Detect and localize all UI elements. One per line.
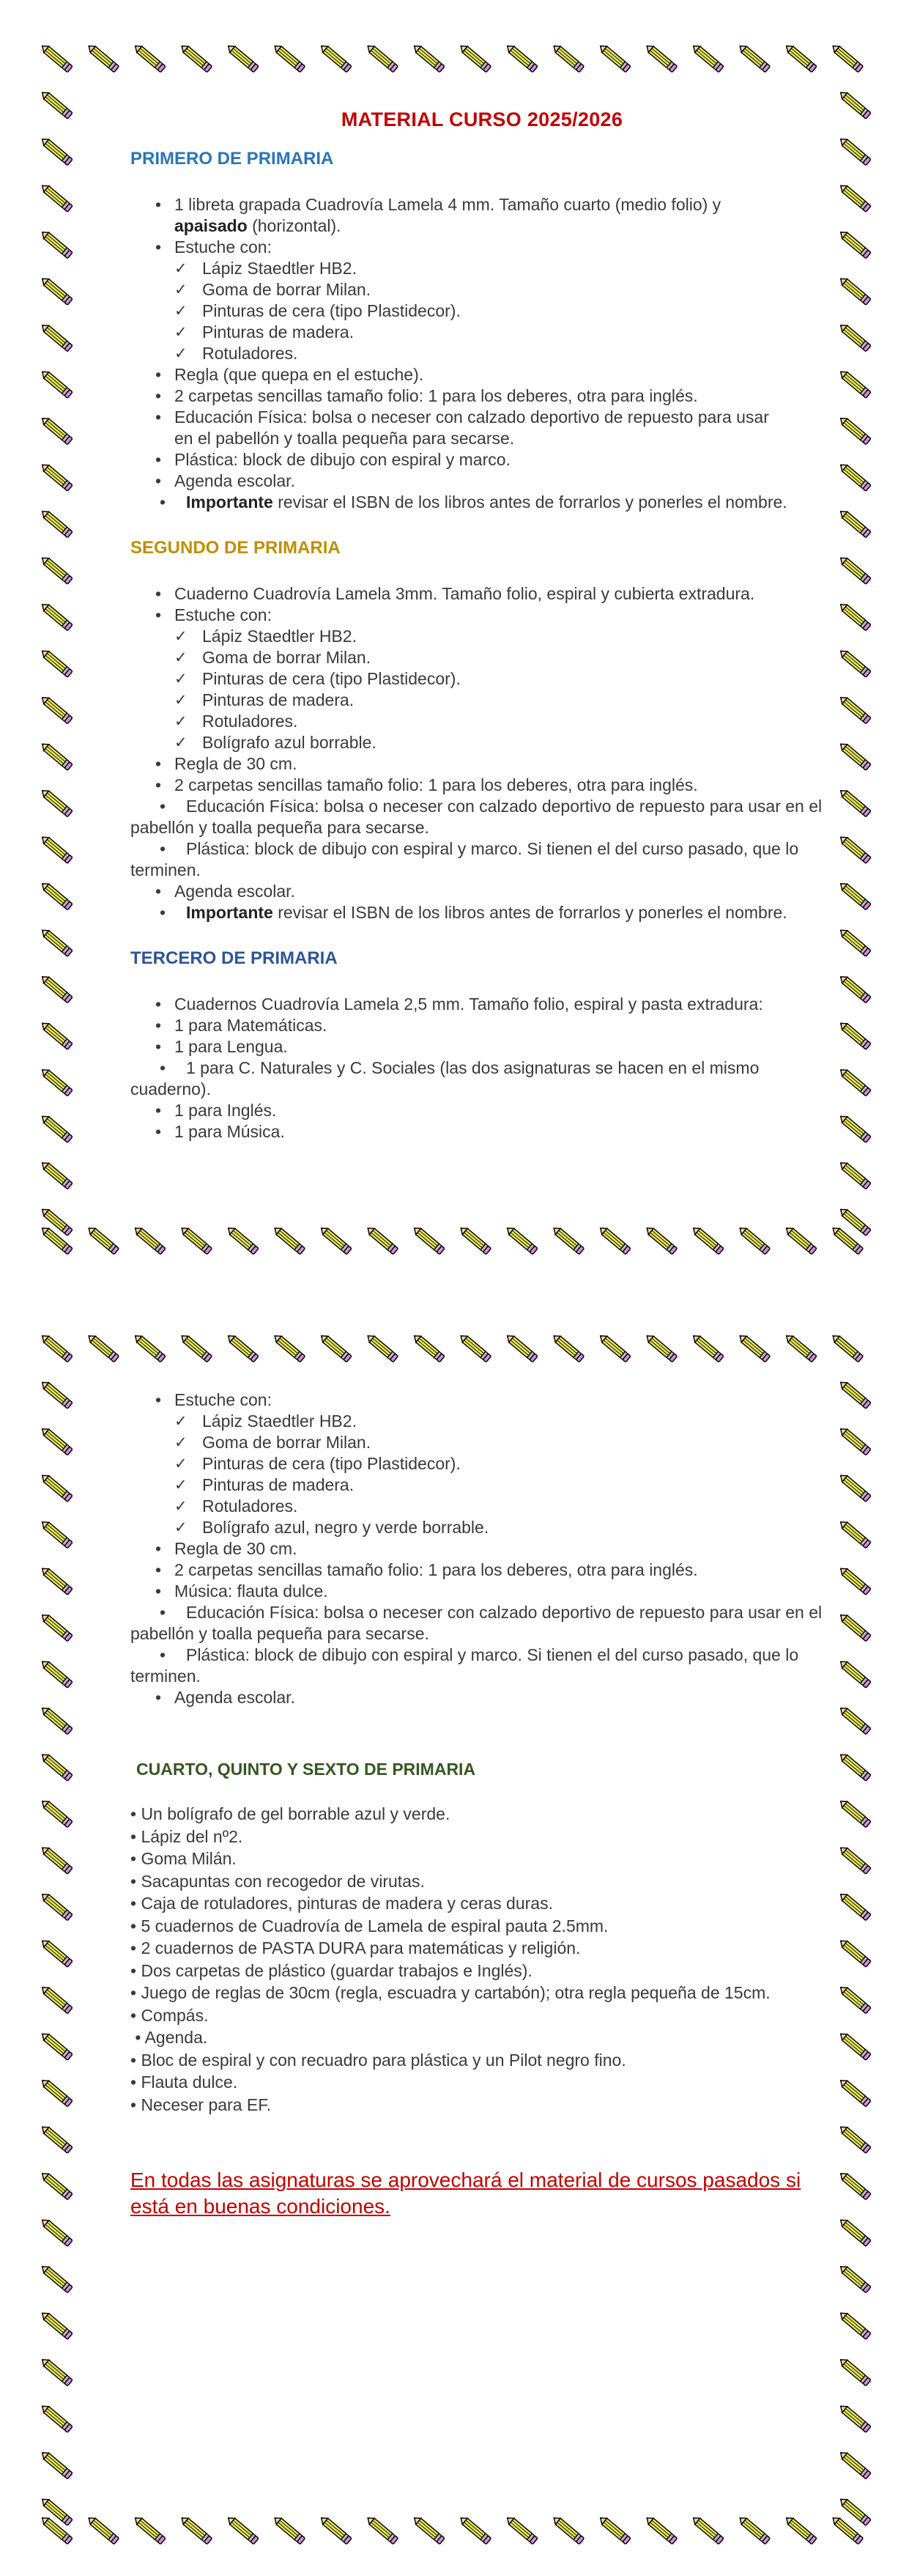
- list-item: [130, 449, 834, 470]
- pencil-icon: [598, 43, 631, 73]
- item-text: Agenda escolar.: [174, 471, 295, 490]
- pencil-icon: [40, 43, 73, 73]
- pencil-icon: [412, 2515, 445, 2544]
- pencil-icon: [40, 881, 73, 910]
- list-item: [130, 194, 834, 237]
- list-tercero: [130, 994, 834, 1143]
- list-item: [130, 1602, 834, 1645]
- pencil-icon: [838, 2078, 871, 2107]
- pencil-icon: [738, 2515, 771, 2544]
- pencil-icon: [784, 2515, 817, 2544]
- list-item: [130, 1015, 834, 1036]
- pencil-icon: [691, 1333, 724, 1362]
- item-text: Educación Física: bolsa o neceser con calzado deportivo de repuesto para usar: [174, 407, 769, 427]
- item-text: Estuche con:: [174, 605, 272, 624]
- item-text: Plástica: block de dibujo con espiral y marco.: [174, 450, 511, 469]
- pencil-icon: [40, 1612, 73, 1642]
- pencil-icon: [40, 2124, 73, 2153]
- document-page-1: [0, 22, 909, 1283]
- pencil-icon: [838, 2450, 871, 2479]
- item-text: Agenda escolar.: [174, 882, 295, 901]
- check-item: ✓ Pinturas de madera.: [174, 322, 834, 343]
- pencil-icon: [40, 2217, 73, 2246]
- pencil-icon: [691, 43, 724, 73]
- pencil-icon: [838, 834, 871, 863]
- pencil-icon: [133, 1225, 166, 1255]
- pencil-icon: [40, 2515, 73, 2544]
- list-item: [130, 1100, 834, 1121]
- pencil-icon: [838, 1206, 871, 1236]
- pencil-icon: [40, 1067, 73, 1096]
- pencil-icon: [784, 43, 817, 73]
- pencil-icon: [598, 2515, 631, 2544]
- item-text: en el pabellón y toalla pequeña para secarse.: [174, 429, 515, 448]
- pencil-icon: [838, 2264, 871, 2293]
- pencil-icon: [40, 2403, 73, 2432]
- item-text: 1 para Lengua.: [174, 1037, 288, 1056]
- pencil-icon: [133, 2515, 166, 2544]
- pencil-icon: [838, 2171, 871, 2200]
- list-item: • 2 cuadernos de PASTA DURA para matemáticas y religión.: [130, 1938, 581, 1957]
- pencil-icon: [272, 1333, 305, 1362]
- list-item: [130, 881, 834, 902]
- pencil-icon: [226, 1225, 259, 1255]
- pencil-icon: [738, 1225, 771, 1255]
- heading-cuarto-quinto-sexto: CUARTO, QUINTO Y SEXTO DE PRIMARIA: [136, 1760, 476, 1779]
- pencil-icon: [40, 1798, 73, 1828]
- pencil-icon: [40, 1379, 73, 1409]
- pencil-icon: [40, 89, 73, 119]
- pencil-icon: [838, 2124, 871, 2153]
- pencil-icon: [272, 43, 305, 73]
- pencil-icon: [179, 2515, 212, 2544]
- pencil-icon: [838, 89, 871, 119]
- pencil-icon: [40, 1160, 73, 1189]
- pencil-icon: [838, 1160, 871, 1189]
- pencil-icon: [838, 2496, 871, 2525]
- pencil-icon: [40, 927, 73, 956]
- pencil-icon: [838, 648, 871, 677]
- pencil-icon: [838, 1565, 871, 1595]
- pencil-icon: [459, 1225, 491, 1255]
- item-text: Cuaderno Cuadrovía Lamela 3mm. Tamaño folio, espiral y cubierta extradura.: [174, 584, 755, 603]
- pencil-icon: [40, 834, 73, 863]
- list-item: [130, 1581, 834, 1602]
- item-text: Plástica: block de dibujo con espiral y marco. Si tienen el del curso pasado, que lo terminen.: [130, 839, 799, 879]
- check-item: ✓ Bolígrafo azul borrable.: [174, 732, 834, 753]
- pencil-icon: [838, 1612, 871, 1642]
- pencil-icon: [40, 2450, 73, 2479]
- pencil-icon: [40, 182, 73, 212]
- list-item: • Juego de reglas de 30cm (regla, escuadra y cartabón); otra regla pequeña de 15cm.: [130, 1983, 771, 2002]
- pencil-icon: [40, 648, 73, 677]
- pencil-icon: [831, 1225, 864, 1255]
- pencil-icon: [412, 43, 445, 73]
- list-item: • Un bolígrafo de gel borrable azul y verde.: [130, 1804, 450, 1823]
- pencil-icon: [691, 2515, 724, 2544]
- list-item: [130, 364, 834, 385]
- pencil-icon: [831, 43, 864, 73]
- pencil-icon: [40, 2310, 73, 2339]
- pencil-icon: [179, 43, 212, 73]
- pencil-icon: [366, 43, 398, 73]
- pencil-icon: [40, 1225, 73, 1255]
- pencil-icon: [366, 1225, 398, 1255]
- pencil-icon: [40, 1938, 73, 1967]
- pencil-icon: [838, 276, 871, 305]
- document-title: MATERIAL CURSO 2025/2026: [341, 108, 623, 130]
- pencil-icon: [40, 602, 73, 631]
- list-item: • Flauta dulce.: [130, 2073, 238, 2092]
- check-list: [174, 258, 834, 364]
- list-item: • Goma Milán.: [130, 1849, 237, 1868]
- heading-segundo: SEGUNDO DE PRIMARIA: [130, 538, 341, 558]
- list-item: • Bloc de espiral y con recuadro para plástica y un Pilot negro fino.: [130, 2050, 626, 2070]
- pencil-icon: [838, 695, 871, 724]
- pencil-icon: [40, 369, 73, 398]
- pencil-icon: [838, 881, 871, 910]
- list-item: [130, 385, 834, 407]
- pencil-icon: [598, 1225, 631, 1255]
- check-list: [174, 626, 834, 753]
- list-item: [130, 902, 834, 923]
- pencil-icon: [272, 1225, 305, 1255]
- check-item: ✓ Goma de borrar Milan.: [174, 647, 834, 668]
- pencil-icon: [838, 2357, 871, 2386]
- pencil-icon: [838, 369, 871, 398]
- pencil-icon: [838, 1426, 871, 1455]
- pencil-icon: [179, 1333, 212, 1362]
- pencil-icon: [319, 2515, 352, 2544]
- pencil-icon: [838, 2403, 871, 2432]
- pencil-icon: [179, 1225, 212, 1255]
- check-item: ✓ Goma de borrar Milan.: [174, 279, 834, 300]
- check-item: ✓ Pinturas de cera (tipo Plastidecor).: [174, 300, 834, 322]
- pencil-icon: [838, 1938, 871, 1967]
- pencil-icon: [598, 1333, 631, 1362]
- pencil-icon: [40, 416, 73, 445]
- pencil-icon: [40, 229, 73, 259]
- pencil-icon: [838, 1020, 871, 1049]
- item-text: Educación Física: bolsa o neceser con calzado deportivo de repuesto para usar en el pabellón y toalla pequeña para secarse.: [130, 797, 823, 837]
- item-text: Cuadernos Cuadrovía Lamela 2,5 mm. Tamaño folio, espiral y pasta extradura:: [174, 994, 763, 1014]
- pencil-icon: [40, 1845, 73, 1874]
- pencil-icon: [40, 509, 73, 538]
- item-text: Regla de 30 cm.: [174, 754, 297, 773]
- pencil-icon: [40, 2031, 73, 2060]
- item-text: Estuche con:: [174, 237, 272, 257]
- list-item: [130, 1645, 834, 1687]
- item-text: 2 carpetas sencillas tamaño folio: 1 para los deberes, otra para inglés.: [174, 386, 698, 405]
- check-item: ✓ Bolígrafo azul, negro y verde borrable.: [174, 1517, 834, 1538]
- pencil-icon: [40, 1519, 73, 1549]
- pencil-icon: [838, 1519, 871, 1549]
- pencil-icon: [645, 43, 678, 73]
- list-item: • Neceser para EF.: [130, 2095, 272, 2114]
- list-item: • Compás.: [130, 2005, 209, 2025]
- pencil-icon: [552, 2515, 585, 2544]
- pencil-icon: [412, 1225, 445, 1255]
- pencil-icon: [459, 43, 491, 73]
- pencil-icon: [838, 1705, 871, 1735]
- pencil-icon: [40, 276, 73, 305]
- check-item: ✓ Lápiz Staedtler HB2.: [174, 258, 834, 279]
- list-item: [130, 1687, 834, 1708]
- pencil-icon: [226, 1333, 259, 1362]
- check-item: ✓ Lápiz Staedtler HB2.: [174, 1411, 834, 1432]
- bold-text: apaisado: [174, 216, 248, 235]
- pencil-icon: [133, 1333, 166, 1362]
- pencil-icon: [40, 1472, 73, 1502]
- pencil-icon: [40, 788, 73, 817]
- pencil-icon: [838, 322, 871, 352]
- check-item: ✓ Pinturas de madera.: [174, 1475, 834, 1496]
- pencil-icon: [459, 2515, 491, 2544]
- list-item: [130, 1036, 834, 1058]
- list-item: [130, 492, 834, 513]
- pencil-icon: [40, 1565, 73, 1595]
- pencil-icon: [838, 2310, 871, 2339]
- pencil-icon: [40, 2264, 73, 2293]
- list-item: • Lápiz del nº2.: [130, 1826, 243, 1846]
- list-segundo: [130, 583, 834, 923]
- pencil-icon: [40, 1752, 73, 1781]
- list-item: • Caja de rotuladores, pinturas de madera y ceras duras.: [130, 1894, 553, 1913]
- list-item: • Agenda.: [130, 2028, 208, 2047]
- list-item: [130, 1390, 834, 1538]
- pencil-icon: [838, 2031, 871, 2060]
- pencil-icon: [40, 2496, 73, 2525]
- item-text: (horizontal).: [252, 216, 341, 235]
- pencil-icon: [645, 1225, 678, 1255]
- item-text: 1 para Inglés.: [174, 1101, 277, 1120]
- check-item: ✓ Rotuladores.: [174, 1496, 834, 1517]
- pencil-icon: [40, 1985, 73, 2014]
- list-item: • Dos carpetas de plástico (guardar trabajos e Inglés).: [130, 1960, 533, 1980]
- pencil-icon: [838, 182, 871, 212]
- item-text: revisar el ISBN de los libros antes de forrarlos y ponerles el nombre.: [278, 903, 787, 922]
- pencil-icon: [40, 1333, 73, 1362]
- pencil-icon: [40, 741, 73, 770]
- list-item: [130, 796, 834, 838]
- pencil-icon: [838, 2217, 871, 2246]
- pencil-icon: [838, 1472, 871, 1502]
- pencil-icon: [505, 1225, 538, 1255]
- pencil-icon: [552, 43, 585, 73]
- pencil-icon: [838, 1845, 871, 1874]
- pencil-icon: [738, 43, 771, 73]
- list-item: [130, 583, 834, 605]
- bold-text: Importante: [186, 492, 273, 512]
- item-text: 1 para C. Naturales y C. Sociales (las dos asignaturas se hacen en el mismo cuaderno).: [130, 1058, 760, 1099]
- list-tercero-continued: [130, 1390, 834, 1708]
- item-text: Estuche con:: [174, 1390, 272, 1409]
- pencil-icon: [86, 43, 119, 73]
- item-text: 1 para Música.: [174, 1122, 285, 1141]
- pencil-icon: [838, 462, 871, 491]
- list-item: [130, 237, 834, 364]
- pencil-icon: [738, 1333, 771, 1362]
- reuse-material-note: En todas las asignaturas se aprovechará el material de cursos pasados si está en buenas condiciones.: [130, 2169, 801, 2218]
- pencil-icon: [838, 136, 871, 166]
- list-item: • Sacapuntas con recogedor de virutas.: [130, 1871, 425, 1891]
- list-item: [130, 407, 834, 449]
- list-item: [130, 994, 834, 1015]
- page-1-content: [130, 108, 834, 1143]
- list-cuarto-quinto-sexto: [130, 1803, 834, 2116]
- pencil-icon: [645, 1333, 678, 1362]
- pencil-icon: [40, 462, 73, 491]
- pencil-icon: [838, 229, 871, 259]
- pencil-icon: [838, 1379, 871, 1409]
- pencil-icon: [831, 2515, 864, 2544]
- list-item: [130, 775, 834, 796]
- pencil-icon: [40, 1705, 73, 1735]
- pencil-icon: [784, 1225, 817, 1255]
- pencil-icon: [40, 1113, 73, 1143]
- pencil-icon: [40, 974, 73, 1003]
- pencil-icon: [86, 1225, 119, 1255]
- pencil-icon: [838, 416, 871, 445]
- pencil-icon: [40, 136, 73, 166]
- item-text: revisar el ISBN de los libros antes de forrarlos y ponerles el nombre.: [278, 492, 787, 512]
- pencil-icon: [838, 509, 871, 538]
- item-text: 2 carpetas sencillas tamaño folio: 1 para los deberes, otra para inglés.: [174, 1560, 698, 1579]
- pencil-icon: [366, 2515, 398, 2544]
- pencil-icon: [133, 43, 166, 73]
- pencil-icon: [505, 43, 538, 73]
- check-item: ✓ Rotuladores.: [174, 711, 834, 732]
- pencil-icon: [838, 788, 871, 817]
- pencil-icon: [838, 1658, 871, 1688]
- pencil-icon: [86, 2515, 119, 2544]
- list-item: [130, 470, 834, 492]
- pencil-icon: [838, 1113, 871, 1143]
- pencil-icon: [838, 1752, 871, 1781]
- item-text: 1 para Matemáticas.: [174, 1016, 327, 1035]
- check-item: ✓ Rotuladores.: [174, 343, 834, 364]
- pencil-icon: [226, 43, 259, 73]
- pencil-icon: [459, 1333, 491, 1362]
- page-2-content: [130, 1390, 834, 2220]
- pencil-icon: [838, 1985, 871, 2014]
- pencil-icon: [838, 555, 871, 584]
- check-list: [174, 1411, 834, 1538]
- pencil-icon: [40, 1020, 73, 1049]
- pencil-icon: [784, 1333, 817, 1362]
- pencil-icon: [40, 695, 73, 724]
- pencil-icon: [366, 1333, 398, 1362]
- check-item: ✓ Goma de borrar Milan.: [174, 1432, 834, 1453]
- list-item: [130, 1560, 834, 1581]
- check-item: ✓ Pinturas de cera (tipo Plastidecor).: [174, 1453, 834, 1475]
- list-item: [130, 753, 834, 775]
- list-item: [130, 1538, 834, 1560]
- pencil-icon: [691, 1225, 724, 1255]
- item-text: Agenda escolar.: [174, 1688, 295, 1707]
- document-page-2: [0, 1312, 909, 2572]
- item-text: Regla (que quepa en el estuche).: [174, 365, 424, 384]
- list-primero: [130, 194, 834, 513]
- item-text: Música: flauta dulce.: [174, 1582, 328, 1601]
- bold-text: Importante: [186, 903, 273, 922]
- check-item: ✓ Lápiz Staedtler HB2.: [174, 626, 834, 647]
- list-item: [130, 605, 834, 753]
- pencil-icon: [552, 1333, 585, 1362]
- pencil-icon: [40, 1426, 73, 1455]
- pencil-icon: [552, 1225, 585, 1255]
- pencil-icon: [838, 602, 871, 631]
- heading-tercero: TERCERO DE PRIMARIA: [130, 948, 338, 968]
- pencil-icon: [319, 1225, 352, 1255]
- pencil-icon: [40, 2078, 73, 2107]
- pencil-icon: [40, 2357, 73, 2386]
- list-item: [130, 838, 834, 881]
- pencil-icon: [226, 2515, 259, 2544]
- pencil-icon: [40, 1658, 73, 1688]
- pencil-icon: [838, 1067, 871, 1096]
- pencil-icon: [505, 1333, 538, 1362]
- pencil-icon: [505, 2515, 538, 2544]
- pencil-icon: [40, 1892, 73, 1921]
- check-item: ✓ Pinturas de cera (tipo Plastidecor).: [174, 668, 834, 690]
- pencil-icon: [838, 927, 871, 956]
- item-text: Educación Física: bolsa o neceser con calzado deportivo de repuesto para usar en el pabellón y toalla pequeña para secarse.: [130, 1603, 823, 1643]
- pencil-icon: [319, 1333, 352, 1362]
- pencil-icon: [272, 2515, 305, 2544]
- pencil-icon: [838, 1892, 871, 1921]
- list-item: [130, 1121, 834, 1143]
- list-item: • 5 cuadernos de Cuadrovía de Lamela de espiral pauta 2.5mm.: [130, 1916, 609, 1935]
- item-text: Regla de 30 cm.: [174, 1539, 297, 1558]
- heading-primero: PRIMERO DE PRIMARIA: [130, 149, 334, 169]
- pencil-icon: [319, 43, 352, 73]
- pencil-icon: [40, 322, 73, 352]
- pencil-icon: [40, 555, 73, 584]
- pencil-icon: [40, 2171, 73, 2200]
- pencil-icon: [838, 1798, 871, 1828]
- pencil-icon: [40, 1206, 73, 1236]
- item-text: 2 carpetas sencillas tamaño folio: 1 para los deberes, otra para inglés.: [174, 775, 698, 794]
- list-item: [130, 1058, 834, 1100]
- item-text: 1 libreta grapada Cuadrovía Lamela 4 mm. Tamaño cuarto (medio folio) y: [174, 195, 721, 214]
- pencil-icon: [645, 2515, 678, 2544]
- pencil-icon: [838, 741, 871, 770]
- check-item: ✓ Pinturas de madera.: [174, 690, 834, 711]
- pencil-icon: [831, 1333, 864, 1362]
- pencil-icon: [838, 974, 871, 1003]
- item-text: Plástica: block de dibujo con espiral y marco. Si tienen el del curso pasado, que lo terminen.: [130, 1645, 799, 1686]
- pencil-icon: [86, 1333, 119, 1362]
- pencil-icon: [412, 1333, 445, 1362]
